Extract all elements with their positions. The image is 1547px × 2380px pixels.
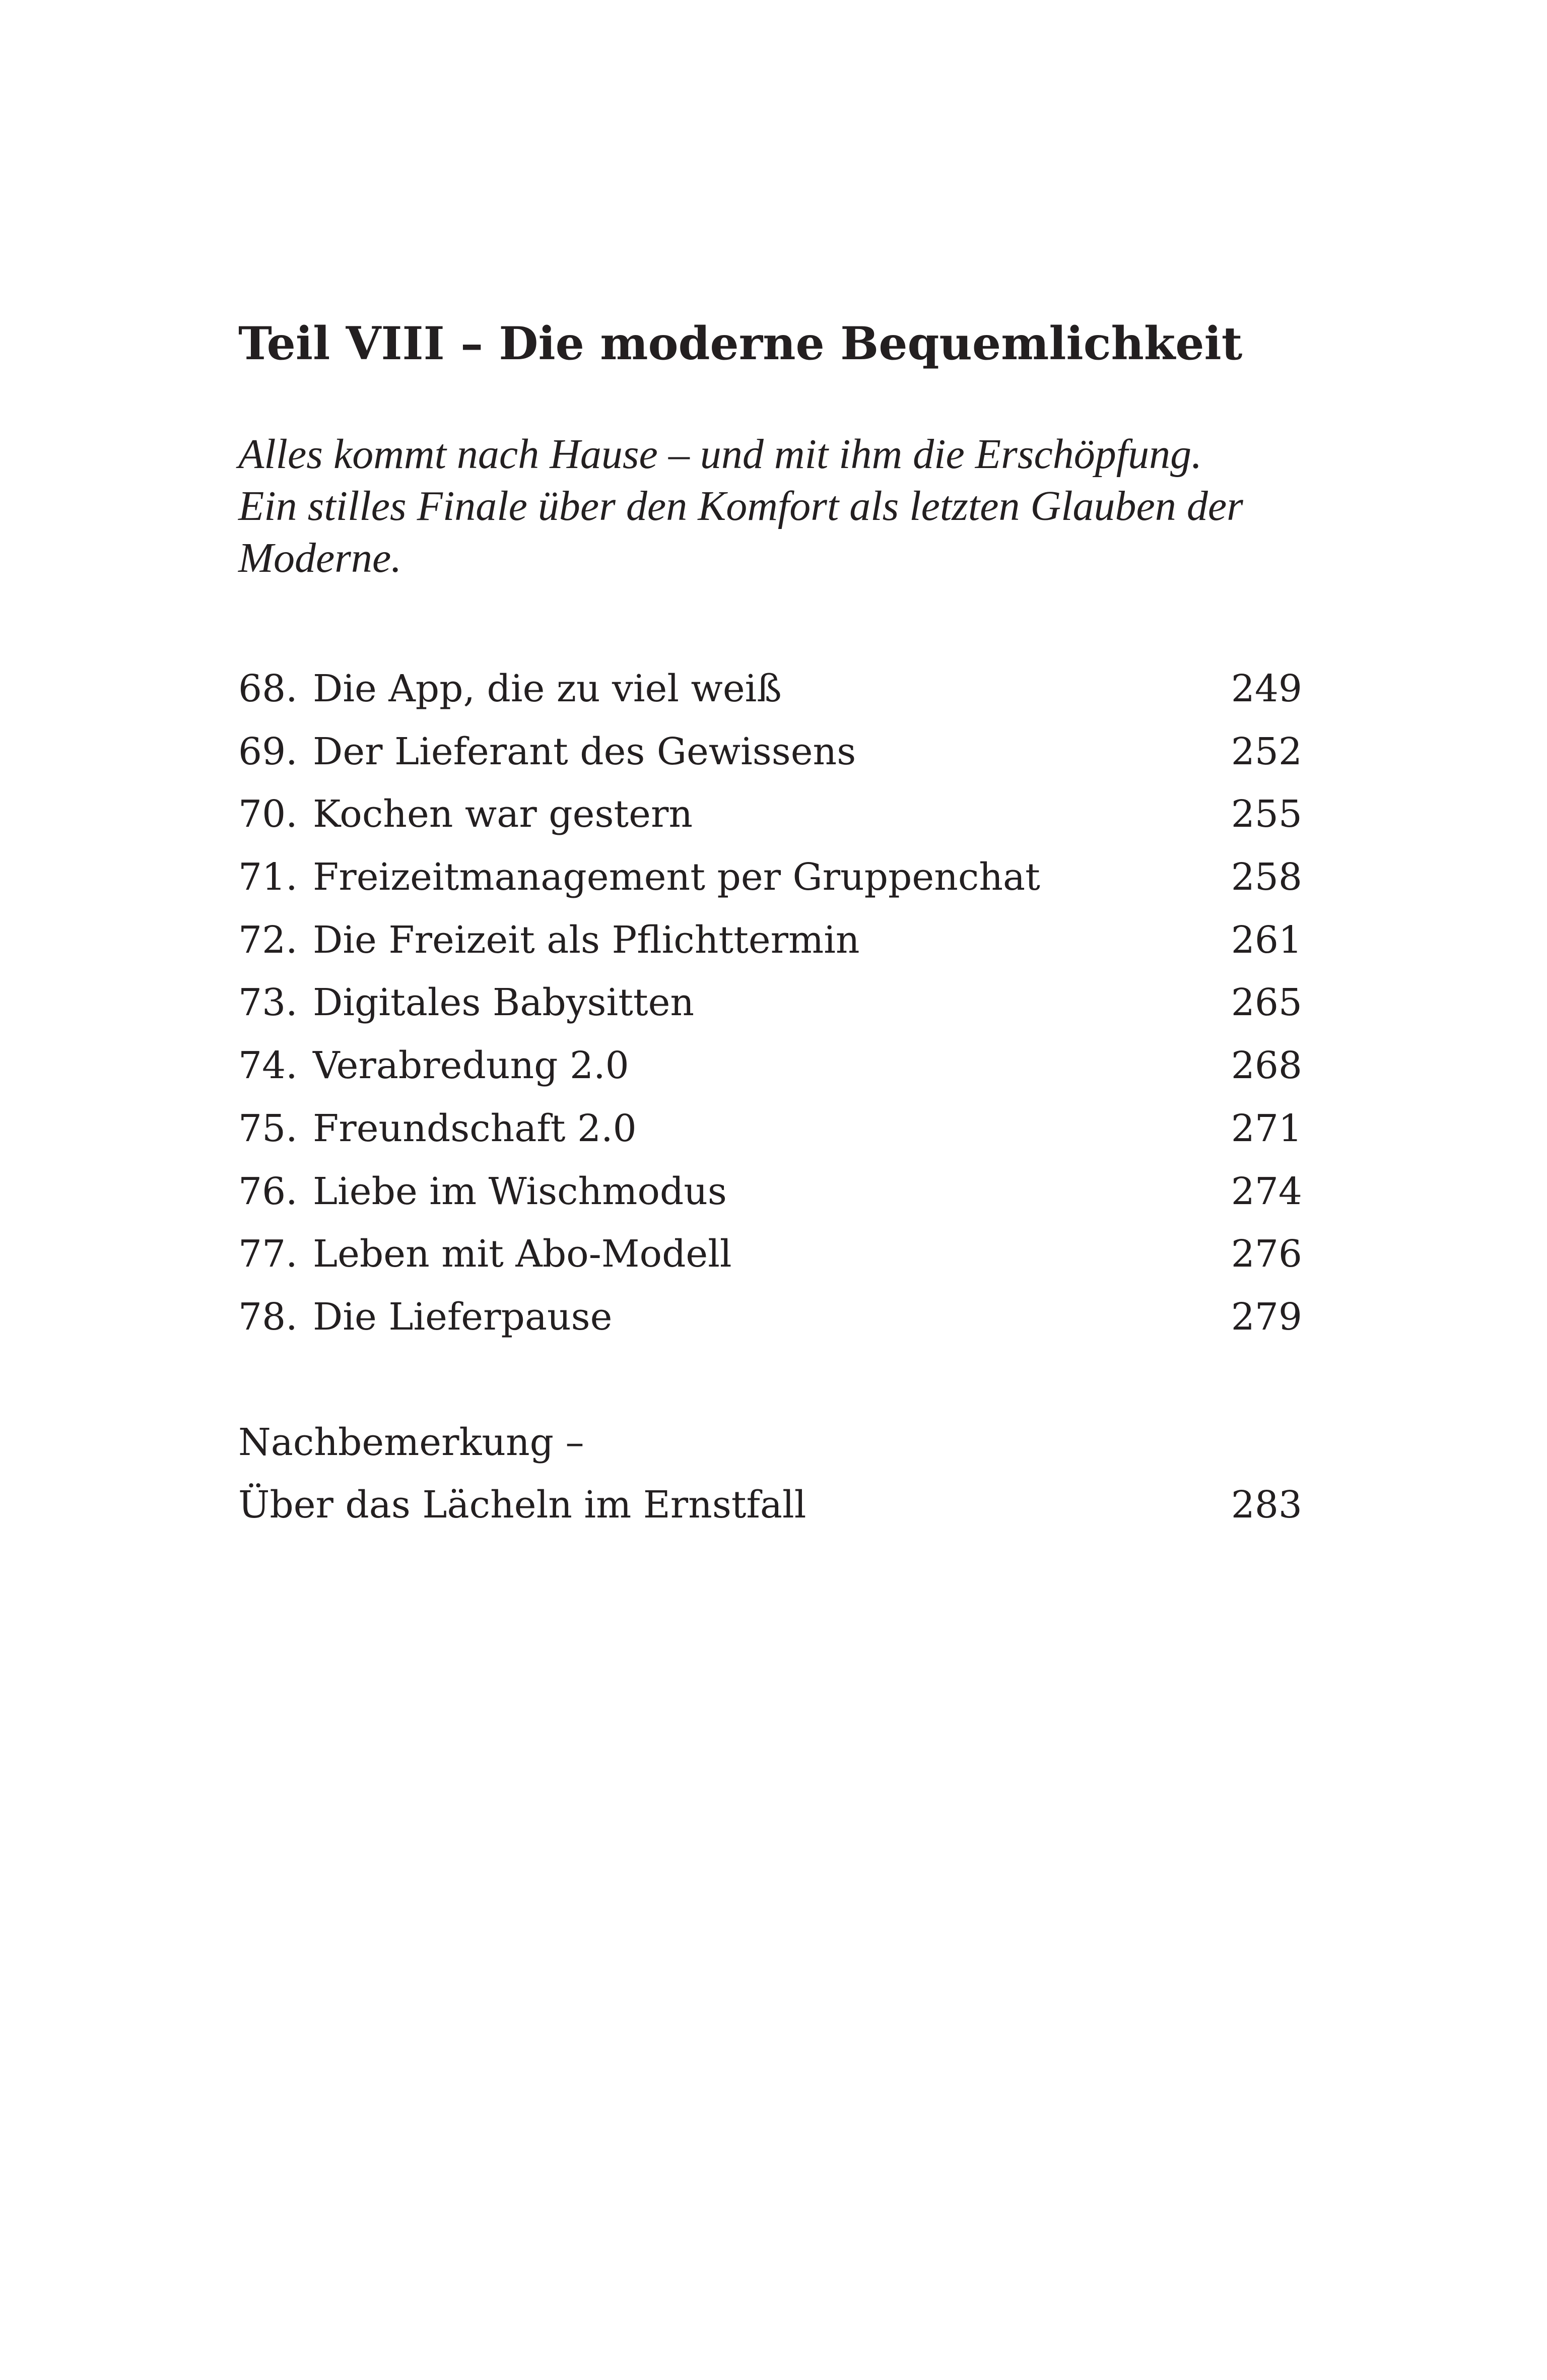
afterword-entry[interactable] [238, 1411, 1302, 1537]
chapter-title: Liebe im Wischmodus [313, 1169, 727, 1213]
intro-line: Alles kommt nach Hause – und mit ihm die Erschöpfung. [238, 431, 1202, 478]
chapter-page: 274 [1231, 1169, 1302, 1213]
afterword-title-row [238, 1474, 1302, 1537]
chapter-number: 70. [238, 792, 298, 836]
chapter-page: 268 [1231, 1044, 1302, 1088]
chapter-page: 255 [1231, 792, 1302, 836]
chapter-entry[interactable] [238, 1097, 1302, 1160]
chapter-page: 271 [1231, 1106, 1302, 1150]
chapter-entry[interactable] [238, 971, 1302, 1034]
chapter-page: 249 [1231, 667, 1302, 710]
chapter-number: 71. [238, 855, 298, 899]
chapter-page: 252 [1231, 730, 1302, 773]
chapter-number: 77. [238, 1232, 298, 1276]
afterword-heading: Nachbemerkung – [238, 1420, 584, 1464]
chapter-entry[interactable] [238, 657, 1302, 720]
chapter-number: 73. [238, 981, 298, 1025]
part-title: Teil VIII – Die moderne Bequemlichkeit [238, 317, 1243, 370]
chapter-title: Kochen war gestern [313, 792, 693, 836]
chapter-title: Die Lieferpause [313, 1295, 613, 1339]
toc-section [238, 312, 1302, 1537]
chapter-entry[interactable] [238, 1286, 1302, 1349]
chapter-title: Freizeitmanagement per Gruppenchat [313, 855, 1040, 899]
chapter-entry[interactable] [238, 783, 1302, 846]
afterword-title: Über das Lächeln im Ernstfall [238, 1483, 806, 1527]
afterword-page: 283 [1231, 1483, 1302, 1527]
chapter-entry[interactable] [238, 846, 1302, 909]
chapter-page: 276 [1231, 1232, 1302, 1276]
chapter-page: 261 [1231, 918, 1302, 962]
intro-line: Moderne. [238, 535, 402, 581]
chapter-title: Verabredung 2.0 [313, 1044, 629, 1088]
afterword-heading-row [238, 1411, 1302, 1474]
chapter-number: 78. [238, 1295, 298, 1339]
chapter-entry[interactable] [238, 1223, 1302, 1286]
chapter-page: 279 [1231, 1295, 1302, 1339]
chapter-title: Die Freizeit als Pflichttermin [313, 918, 860, 962]
chapter-title: Digitales Babysitten [313, 981, 695, 1025]
chapter-title: Die App, die zu viel weiß [313, 667, 782, 710]
intro-line: Ein stilles Finale über den Komfort als letzten Glauben der [238, 483, 1243, 530]
chapter-number: 76. [238, 1169, 298, 1213]
chapter-entry[interactable] [238, 720, 1302, 783]
chapter-title: Freundschaft 2.0 [313, 1106, 637, 1150]
chapter-title: Der Lieferant des Gewissens [313, 730, 856, 773]
chapter-number: 75. [238, 1106, 298, 1150]
chapter-title: Leben mit Abo-Modell [313, 1232, 732, 1276]
chapter-page: 258 [1231, 855, 1302, 899]
chapter-number: 72. [238, 918, 298, 962]
chapter-number: 68. [238, 667, 298, 710]
chapter-entry[interactable] [238, 1034, 1302, 1097]
chapter-number: 69. [238, 730, 298, 773]
chapter-number: 74. [238, 1044, 298, 1088]
chapter-entry[interactable] [238, 1160, 1302, 1223]
part-intro [238, 428, 1271, 584]
chapter-page: 265 [1231, 981, 1302, 1025]
chapter-list [238, 657, 1302, 1349]
chapter-entry[interactable] [238, 909, 1302, 972]
